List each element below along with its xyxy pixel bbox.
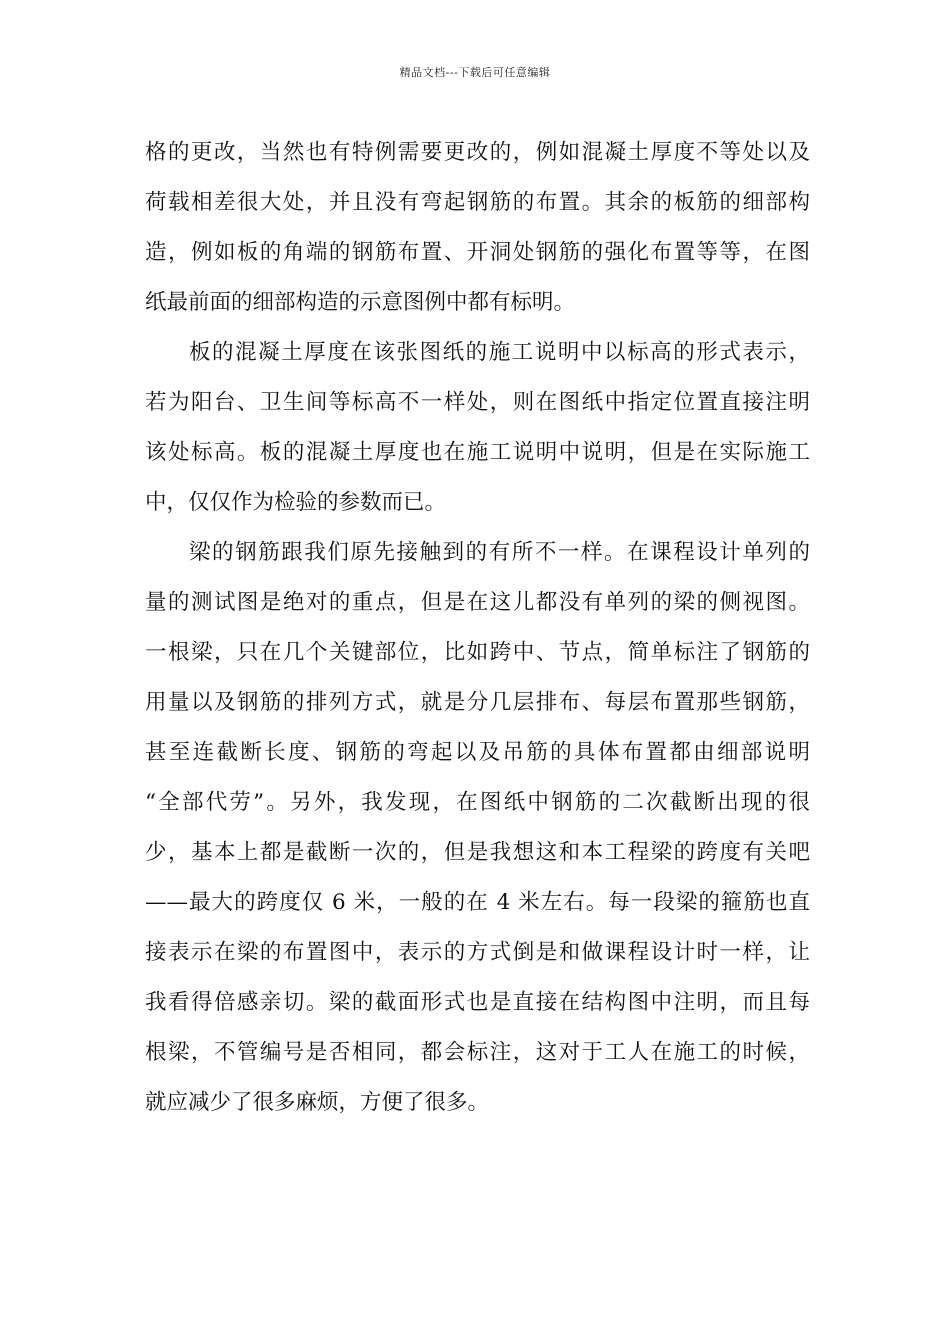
text-line: 一根梁，只在几个关键部位，比如跨中、节点，简单标注了钢筋的 bbox=[145, 640, 810, 665]
text-line: 板的混凝土厚度在该张图纸的施工说明中以标高的形式表示， bbox=[189, 340, 810, 365]
document-body bbox=[145, 128, 810, 1128]
text-line: 就应减少了很多麻烦，方便了很多。 bbox=[145, 1090, 490, 1115]
page-header: 精品文档---下载后可任意编辑 bbox=[399, 66, 551, 79]
text-line: 少，基本上都是截断一次的，但是我想这和本工程梁的跨度有关吧 bbox=[145, 840, 810, 865]
text-line: ——最大的跨度仅 6 米，一般的在 4 米左右。每一段梁的箍筋也直 bbox=[145, 890, 810, 915]
text-line: 若为阳台、卫生间等标高不一样处，则在图纸中指定位置直接注明 bbox=[145, 390, 810, 415]
text-line: “全部代劳”。另外，我发现，在图纸中钢筋的二次截断出现的很 bbox=[145, 790, 810, 815]
text-line: 荷载相差很大处，并且没有弯起钢筋的布置。其余的板筋的细部构 bbox=[145, 190, 810, 215]
text-line: 格的更改，当然也有特例需要更改的，例如混凝土厚度不等处以及 bbox=[145, 140, 810, 165]
text-line: 甚至连截断长度、钢筋的弯起以及吊筋的具体布置都由细部说明 bbox=[145, 740, 810, 765]
text-line: 用量以及钢筋的排列方式，就是分几层排布、每层布置那些钢筋， bbox=[145, 690, 810, 715]
paragraph-2 bbox=[145, 328, 810, 528]
text-line: 量的测试图是绝对的重点，但是在这儿都没有单列的梁的侧视图。 bbox=[145, 590, 810, 615]
text-line: 造，例如板的角端的钢筋布置、开洞处钢筋的强化布置等等，在图 bbox=[145, 240, 810, 265]
text-line: 梁的钢筋跟我们原先接触到的有所不一样。在课程设计单列的 bbox=[189, 540, 810, 565]
text-line: 中，仅仅作为检验的参数而已。 bbox=[145, 490, 447, 515]
paragraph-3 bbox=[145, 528, 810, 1128]
text-line: 该处标高。板的混凝土厚度也在施工说明中说明，但是在实际施工 bbox=[145, 440, 810, 465]
paragraph-1 bbox=[145, 128, 810, 328]
text-line: 接表示在梁的布置图中，表示的方式倒是和做课程设计时一样，让 bbox=[145, 940, 810, 965]
text-line: 根梁，不管编号是否相同，都会标注，这对于工人在施工的时候， bbox=[145, 1040, 810, 1065]
text-line: 我看得倍感亲切。梁的截面形式也是直接在结构图中注明，而且每 bbox=[145, 990, 810, 1015]
text-line: 纸最前面的细部构造的示意图例中都有标明。 bbox=[145, 290, 576, 315]
